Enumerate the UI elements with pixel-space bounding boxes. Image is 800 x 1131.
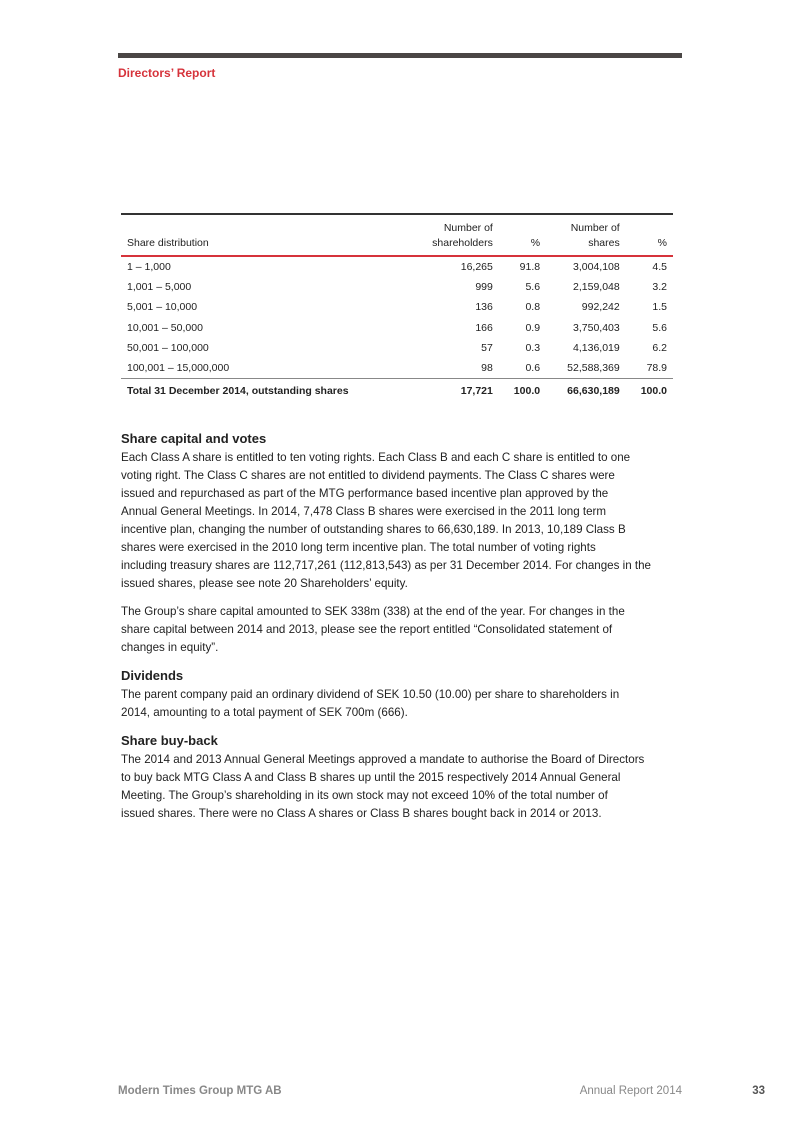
table-cell: 999	[475, 281, 493, 294]
table-cell: 5,001 – 10,000	[127, 301, 198, 314]
table-cell: 0.6	[525, 362, 541, 375]
paragraph-line: to buy back MTG Class A and Class B shares up until the 2015 respectively 2014 Annual General	[121, 771, 621, 784]
table-cell: 1.5	[652, 301, 667, 314]
table-cell: 10,001 – 50,000	[127, 321, 203, 334]
text-section	[121, 667, 681, 722]
table-cell: 166	[475, 321, 493, 334]
table-total-cell: 100.0	[626, 379, 673, 404]
paragraph-line: The Group’s share capital amounted to SEK 338m (338) at the end of the year. For changes in the	[121, 605, 625, 618]
table-cell: 5.6	[525, 281, 541, 294]
paragraph-line: 2014, amounting to a total payment of SEK 700m (666).	[121, 706, 408, 719]
paragraph-line: changes in equity”.	[121, 641, 219, 654]
column-header-line: Number of	[570, 222, 620, 234]
paragraph-line: incentive plan, changing the number of outstanding shares to 66,630,189. In 2013, 10,189 Class B	[121, 523, 626, 536]
paragraph-line: issued shares. There were no Class A shares or Class B shares bought back in 2014 or 2013.	[121, 807, 602, 820]
paragraph-line: The parent company paid an ordinary dividend of SEK 10.50 (10.00) per share to shareholders in	[121, 688, 620, 701]
table-cell: 57	[481, 341, 493, 354]
table-cell: 3,750,403	[573, 321, 620, 334]
paragraph-line: issued shares, please see note 20 Shareholders’ equity.	[121, 577, 408, 590]
paragraph-line: shares were exercised in the 2010 long term incentive plan. The total number of voting rights	[121, 541, 596, 554]
table-total-cell: Total 31 December 2014, outstanding shares	[121, 379, 409, 404]
column-header	[499, 221, 546, 256]
body-text	[121, 430, 681, 833]
footer-company: Modern Times Group MTG AB	[118, 1085, 282, 1097]
table-cell: 78.9	[646, 362, 667, 375]
table-cell: 1 – 1,000	[127, 261, 171, 274]
column-header-line: shares	[588, 237, 620, 249]
table-cell: 0.3	[525, 341, 541, 354]
paragraph-line: The 2014 and 2013 Annual General Meetings approved a mandate to authorise the Board of Directors	[121, 753, 645, 766]
table-cell: 98	[481, 362, 493, 375]
paragraph-line: Each Class A share is entitled to ten voting rights. Each Class B and each C share is entitled to one	[121, 451, 631, 464]
paragraph-line: Annual General Meetings. In 2014, 7,478 Class B shares were exercised in the 2011 long term	[121, 505, 607, 518]
section-heading: Dividends	[121, 668, 184, 683]
table-cell: 1,001 – 5,000	[127, 281, 192, 294]
table-cell: 3.2	[652, 281, 667, 294]
table-cell: 992,242	[581, 301, 620, 314]
table-total-cell: 100.0	[499, 379, 546, 404]
table-cell: 91.8	[519, 261, 541, 274]
column-header	[409, 221, 499, 256]
column-header-line: %	[657, 237, 667, 249]
paragraph	[121, 751, 681, 823]
footer-report-title: Annual Report 2014	[579, 1085, 682, 1097]
table-header-row	[121, 221, 673, 256]
table-row	[121, 277, 673, 297]
column-header-line: shareholders	[432, 237, 493, 249]
table-row	[121, 338, 673, 358]
table-total-cell: 66,630,189	[546, 379, 626, 404]
table-cell: 16,265	[460, 261, 493, 274]
table-cell: 0.8	[525, 301, 541, 314]
table-total-row	[121, 379, 673, 404]
text-section	[121, 732, 681, 823]
table-cell: 100,001 – 15,000,000	[127, 362, 230, 375]
share-distribution-table	[121, 213, 673, 403]
table-cell: 52,588,369	[567, 362, 620, 375]
section-heading: Share buy-back	[121, 733, 218, 748]
section-title: Directors’ Report	[118, 66, 216, 80]
table-cell: 4,136,019	[573, 341, 620, 354]
text-section	[121, 430, 681, 657]
paragraph-line: share capital between 2014 and 2013, please see the report entitled “Consolidated statement of	[121, 623, 613, 636]
column-header	[546, 221, 626, 256]
column-header-line	[505, 221, 540, 236]
paragraph-line: issued and repurchased as part of the MTG performance based incentive plan approved by the	[121, 487, 609, 500]
table-cell: 50,001 – 100,000	[127, 341, 209, 354]
table-cell: 3,004,108	[573, 261, 620, 274]
table-row	[121, 318, 673, 338]
table-row	[121, 256, 673, 277]
table-cell: 4.5	[652, 261, 667, 274]
column-header-line: Number of	[443, 222, 493, 234]
table-cell: 136	[475, 301, 493, 314]
table-row	[121, 297, 673, 317]
paragraph	[121, 603, 681, 657]
column-header-line: %	[530, 237, 541, 249]
table-cell: 2,159,048	[573, 281, 620, 294]
column-header	[626, 221, 673, 256]
table-cell: 6.2	[652, 341, 667, 354]
column-header-line	[632, 221, 667, 236]
paragraph-line: voting right. The Class C shares are not entitled to dividend payments. The Class C shares were	[121, 469, 615, 482]
column-header	[121, 221, 409, 256]
paragraph-line: including treasury shares are 112,717,261 (112,813,543) as per 31 December 2014. For changes in the	[121, 559, 651, 572]
paragraph-line: Meeting. The Group’s shareholding in its own stock may not exceed 10% of the total number of	[121, 789, 608, 802]
table-cell: 0.9	[525, 321, 541, 334]
column-header-line	[127, 221, 403, 236]
table-row	[121, 358, 673, 379]
paragraph	[121, 449, 681, 593]
table-cell: 5.6	[652, 321, 667, 334]
paragraph	[121, 686, 681, 722]
table-total-cell: 17,721	[409, 379, 499, 404]
section-heading: Share capital and votes	[121, 431, 267, 446]
page-number: 33	[752, 1085, 765, 1097]
top-rule	[118, 53, 682, 58]
column-header-line: Share distribution	[127, 237, 209, 249]
